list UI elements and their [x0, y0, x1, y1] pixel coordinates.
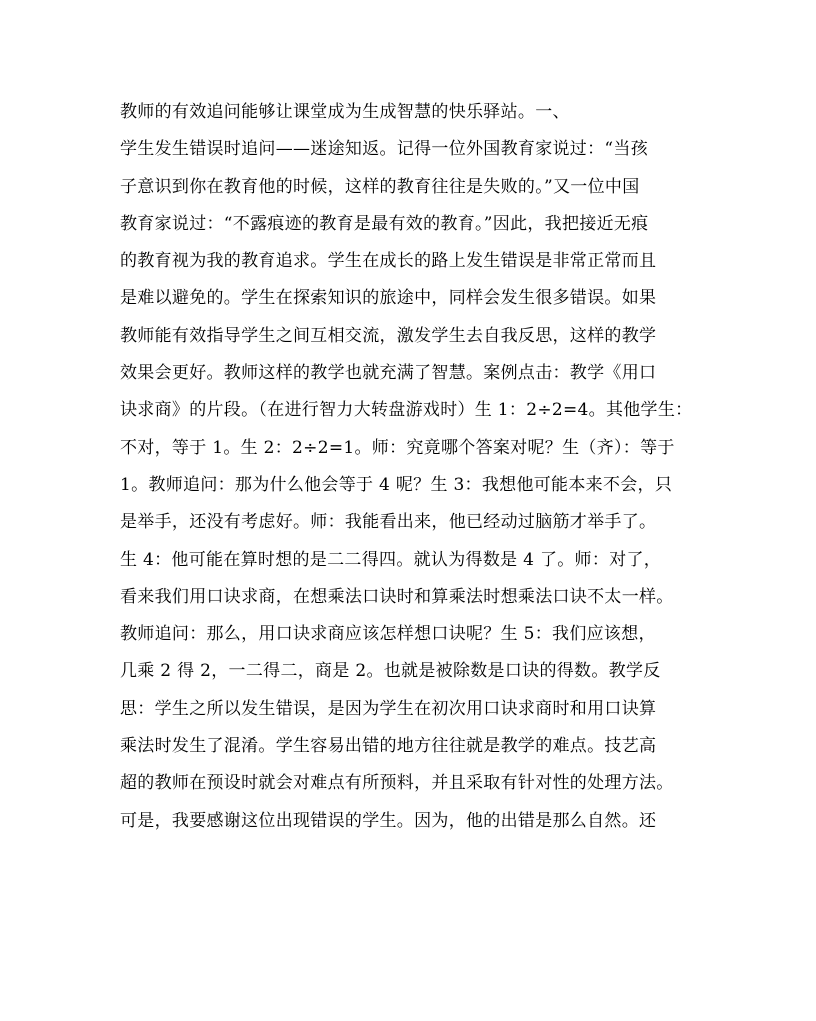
text-line: 不对，等于 1。生 2：2÷2=1。师：究竟哪个答案对呢？生（齐）：等于	[120, 437, 675, 458]
body-text	[120, 94, 700, 840]
text-line: 1。教师追问：那为什么他会等于 4 呢？生 3：我想他可能本来不会，只	[120, 474, 673, 495]
text-line: 超的教师在预设时就会对难点有所预料，并且采取有针对性的处理方法。	[120, 773, 674, 794]
text-line: 看来我们用口诀求商，在想乘法口诀时和算乘法时想乘法口诀不太一样。	[120, 586, 674, 607]
text-line: 是举手，还没有考虑好。师：我能看出来，他已经动过脑筋才举手了。	[120, 512, 657, 533]
text-line: 学生发生错误时追问——迷途知返。记得一位外国教育家说过：“当孩	[120, 139, 648, 160]
text-line: 教师追问：那么，用口诀求商应该怎样想口诀呢？生 5：我们应该想，	[120, 624, 656, 645]
text-line: 是难以避免的。学生在探索知识的旅途中，同样会发生很多错误。如果	[120, 288, 657, 309]
text-line: 可是，我要感谢这位出现错误的学生。因为，他的出错是那么自然。还	[120, 810, 657, 831]
text-line: 教育家说过：“不露痕迹的教育是最有效的教育。”因此，我把接近无痕	[120, 213, 649, 234]
text-line: 子意识到你在教育他的时候，这样的教育往往是失败的。”又一位中国	[120, 176, 640, 197]
text-line: 乘法时发生了混淆。学生容易出错的地方往往就是教学的难点。技艺高	[120, 736, 657, 757]
text-line: 教师的有效追问能够让课堂成为生成智慧的快乐驿站。一、	[120, 102, 570, 122]
text-line: 思：学生之所以发生错误，是因为学生在初次用口诀求商时和用口诀算	[120, 698, 657, 719]
text-line: 教师能有效指导学生之间互相交流，激发学生去自我反思，这样的教学	[120, 325, 657, 346]
text-line: 诀求商》的片段。（在进行智力大转盘游戏时）生 1：2÷2=4。其他学生：	[120, 400, 693, 421]
text-line: 几乘 2 得 2，一二得二，商是 2。也就是被除数是口诀的得数。教学反	[120, 661, 661, 682]
text-line: 效果会更好。教师这样的教学也就充满了智慧。案例点击：教学《用口	[120, 363, 657, 384]
text-line: 生 4：他可能在算时想的是二二得四。就认为得数是 4 了。师：对了，	[120, 549, 662, 570]
text-line: 的教育视为我的教育追求。学生在成长的路上发生错误是非常正常而且	[120, 251, 657, 272]
